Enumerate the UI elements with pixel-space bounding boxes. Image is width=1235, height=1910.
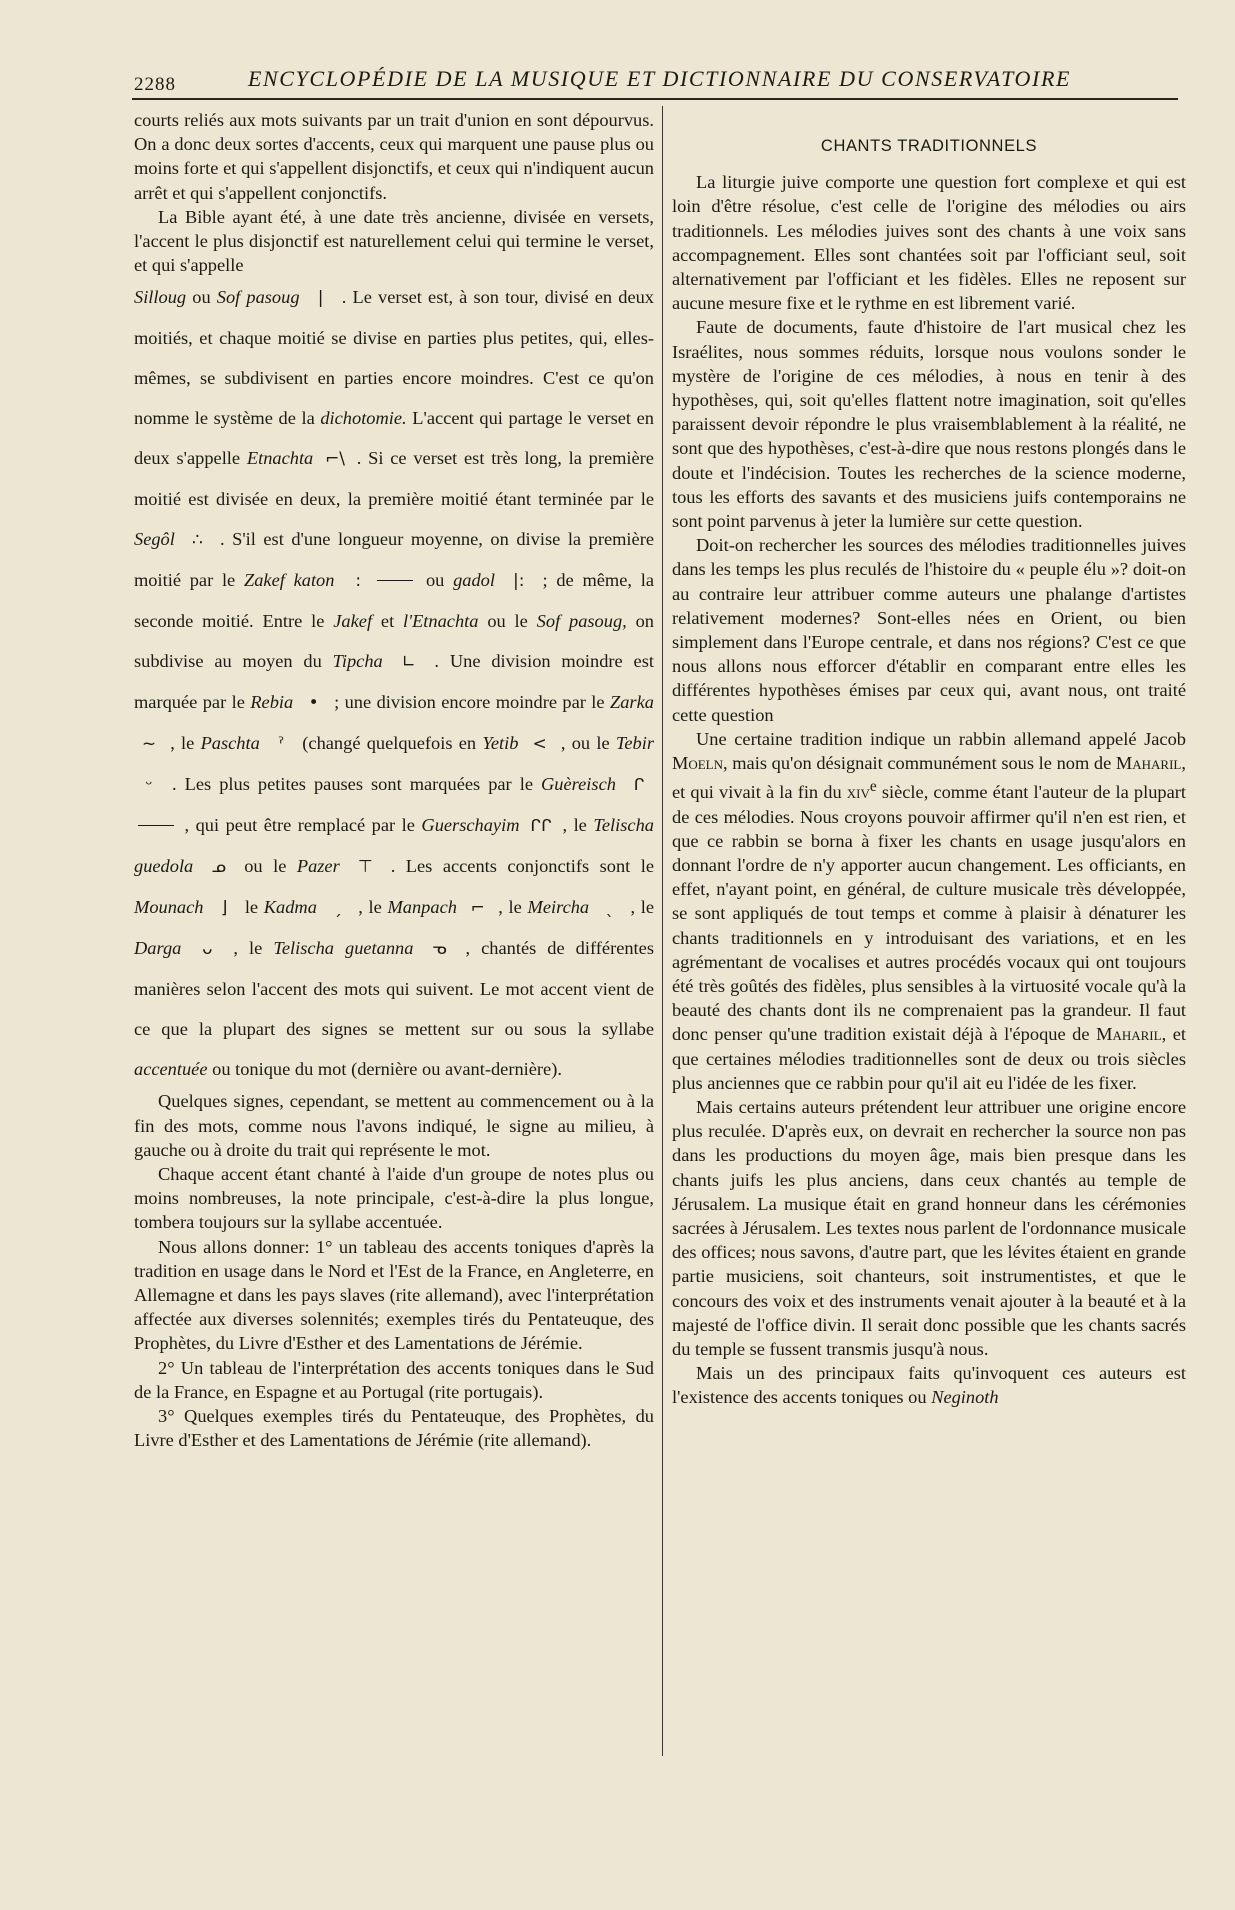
segol-sign: ∴ bbox=[191, 530, 203, 551]
rebia-sign: • bbox=[308, 693, 319, 714]
tebir-sign: ᵕ bbox=[145, 775, 153, 796]
century-suffix: e bbox=[869, 778, 877, 796]
running-title: ENCYCLOPÉDIE DE LA MUSIQUE ET DICTIONNAIRE DU CONSERVATOIRE bbox=[248, 66, 1072, 91]
accent-name-kadma: Kadma bbox=[263, 897, 317, 918]
column-divider bbox=[662, 106, 663, 1756]
term-accentuee: accentuée bbox=[134, 1059, 208, 1080]
guereisch-sign: ᒋ bbox=[633, 775, 645, 796]
left-paragraph-6: Nous allons donner: 1° un tableau des accents toniques d'après la tradition en usage dans le Nord et l'Est de la France, en Angleterre, en Allemagne et dans les pays slaves (rite allemand), avec l'interprétation affectée aux diverses solennités; exemples tirés du Pentateuque, des Prophètes, du Livre d'Esther et des Lamentations de Jérémie. bbox=[134, 1236, 654, 1354]
accent-name-tipcha: Tipcha bbox=[332, 651, 383, 672]
accent-name-guereisch: Guèreisch bbox=[541, 774, 616, 795]
pazer-sign: ⊤ bbox=[357, 857, 373, 878]
left-paragraph-7: 2° Un tableau de l'interprétation des accents toniques dans le Sud de la France, en Espagne et au Portugal (rite portugais). bbox=[134, 1357, 654, 1402]
accent-name-jakef: Jakef bbox=[333, 611, 373, 632]
left-paragraph-4: Quelques signes, cependant, se mettent au commencement ou à la fin des mots, comme nous l'avons indiqué, le signe au milieu, à gauche ou à droite du trait qui représente le mot. bbox=[134, 1091, 654, 1160]
guerschayim-sign: ᒋᒋ bbox=[530, 816, 552, 837]
etnachta-sign: ⌐\ bbox=[325, 449, 346, 470]
telischa-guetanna-sign: ᓀ bbox=[432, 939, 447, 960]
accent-name-sof-pasoug-2: Sof pasoug, bbox=[536, 611, 627, 632]
gadol-sign: |: bbox=[513, 571, 525, 592]
accent-name-mounach: Mounach bbox=[134, 897, 204, 918]
darga-sign: ᴗ bbox=[202, 939, 213, 960]
accent-name-segol: Segôl bbox=[134, 529, 175, 550]
accent-name-meircha: Meircha bbox=[527, 897, 590, 918]
accent-name-zakef-katon: Zakef katon bbox=[243, 570, 335, 591]
name-maharil: Maharil bbox=[1115, 753, 1182, 774]
term-neginoth: Neginoth bbox=[931, 1387, 999, 1408]
accent-name-telischa-guedola: Telischa guedola bbox=[134, 815, 654, 877]
meircha-sign: ˎ bbox=[605, 898, 615, 919]
accent-name-rebia: Rebia bbox=[250, 692, 294, 713]
accent-name-etnachta: Etnachta bbox=[246, 448, 314, 469]
kadma-sign: ˏ bbox=[333, 898, 342, 919]
left-paragraph-accents: Silloug ou Sof pasoug | . Le verset est, à son tour, divisé en deux moitiés, et chaque moitié se divise en parties plus petites, qui, elles-mêmes, se subdivisent en parties encore moindres. C'est ce qu'on nomme le système de la dichotomie. L'accent qui partage le verset en deux s'appelle Etnachta ⌐\ . Si ce verset est très long, la première moitié est divisée en deux, la première moitié étant terminée par le Segôl ∴ . S'il est d'une longueur moyenne, on divise la première moitié par le Zakef katon : ou gadol |: ; de même, la seconde moitié. Entre le Jakef et l'Etnachta ou le Sof pasoug, on subdivise au moyen du Tipcha ∟ . Une division moindre est marquée par le Rebia • ; une division encore moindre par le Zarka ~ , le Paschta ˀ (changé quelquefois en Yetib < , ou le Tebir ᵕ . Les plus petites pauses sont marquées par le Guèreisch ᒋ , qui peut être remplacé par le Guerschayim ᒋᒋ , le Telischa guedola ᓄ ou le Pazer ⊤ . Les accents conjonctifs sont le Mounach ⌋ le Kadma ˏ , le Manpach ⌐ , le Meircha ˎ , le Darga ᴗ , le Telischa guetanna ᓀ , chantés de différentes manières selon l'accent des mots qui suivent. Le mot accent vient de ce que la plupart des signes se mettent sur ou sous la syllabe accentuée ou tonique du mot (dernière ou avant-dernière). bbox=[134, 277, 654, 1089]
word-line bbox=[377, 580, 413, 581]
zarka-sign: ~ bbox=[141, 734, 157, 755]
left-paragraph-2: La Bible ayant été, à une date très ancienne, divisée en versets, l'accent le plus disjonctif est naturellement celui qui termine le verset, et qui s'appelle bbox=[134, 206, 654, 276]
accent-name-paschta: Paschta bbox=[200, 733, 260, 754]
accent-name-yetib: Yetib bbox=[482, 733, 519, 754]
accent-name-etnachta-2: l'Etnachta bbox=[403, 611, 479, 632]
century-numeral: xiv bbox=[846, 782, 870, 803]
tipcha-sign: ∟ bbox=[401, 652, 416, 673]
sof-pasoug-sign: | bbox=[317, 288, 324, 309]
right-column bbox=[672, 108, 1186, 1410]
accent-name-zarka: Zarka bbox=[610, 692, 654, 713]
yetib-sign: < bbox=[532, 734, 547, 755]
left-paragraph-8: 3° Quelques exemples tirés du Pentateuque, des Prophètes, du Livre d'Esther et des Lamentations de Jérémie (rite allemand). bbox=[134, 1406, 654, 1451]
section-title: CHANTS TRADITIONNELS bbox=[820, 137, 1038, 155]
right-paragraph-6: Mais un des principaux faits qu'invoquent ces auteurs est l'existence des accents toniques ou Neginoth bbox=[672, 1363, 1186, 1408]
right-paragraph-4: Une certaine tradition indique un rabbin allemand appelé Jacob Moeln, mais qu'on désignait communément sous le nom de Maharil, et qui vivait à la fin du xiv$^e$ siècle, comme étant l'auteur de la plupart de ces mélodies. Nous croyons pouvoir affirmer qu'il n'en est rien, et que ce rabbin se borna à fixer les chants en usage jusqu'alors en donnant l'ordre de n'y apporter aucun changement. Les officiants, en effet, n'ayant point, en général, de culture musicale très développée, se sont appliqués de tout temps et comme à plaisir à dénaturer les chants traditionnels en y introduisant des variations, et en les agrémentant de vocalises et autres procédés vocaux qui ont toujours été très goûtés des fidèles, plus sensibles à la virtuosité vocale qu'à la beauté des chants dont ils ne comprenaient pas la grandeur. Il faut donc penser qu'une tradition existait déjà à l'époque de Maharil, et que certaines mélodies traditionnelles sont de deux ou trois siècles plus anciennes que ce rabbin pour qu'il ait eu l'idée de les fixer. bbox=[672, 728, 1186, 1093]
left-column bbox=[134, 108, 654, 1452]
term-dichotomie: dichotomie. bbox=[320, 408, 407, 429]
manpach-sign: ⌐ bbox=[470, 898, 485, 919]
accent-name-darga: Darga bbox=[134, 938, 182, 959]
paschta-sign: ˀ bbox=[277, 734, 285, 755]
telischa-guedola-sign: ᓄ bbox=[211, 857, 226, 878]
right-paragraph-3: Doit-on rechercher les sources des mélodies traditionnelles juives dans les temps les plus reculés de l'histoire du « peuple élu »? doit-on au contraire leur attribuer comme auteurs une phalange d'artistes relativement modernes? Sont-elles nées en Orient, ou bien simplement dans l'Europe centrale, et dans nos régions? C'est ce que nous allons nous efforcer d'établir en comparant entre elles les différentes hypothèses émises par ceux qui, avant nous, ont traité cette question bbox=[672, 535, 1186, 725]
accent-name-telischa-guetanna: Telischa guetanna bbox=[273, 938, 414, 959]
accent-name-silloug: Silloug bbox=[134, 287, 187, 308]
page-number: 2288 bbox=[134, 74, 176, 95]
name-moeln: Moeln bbox=[672, 753, 724, 774]
right-paragraph-5: Mais certains auteurs prétendent leur attribuer une origine encore plus reculée. D'après eux, on devrait en rechercher la source non pas dans les productions du moyen âge, mais bien presque dans les chants juifs les plus anciens, dans ceux chantés au temple de Jérusalem. La musique était en grand honneur dans les cérémonies sacrées à Jérusalem. Les textes nous parlent de l'ordonnance musicale des offices; nous savons, d'autre part, que les lévites étaient en grande partie musiciens, soit chanteurs, soit instrumentistes, et que le concours des voix et des instruments venait ajouter à la beauté et à la majesté de l'office divin. Il serait donc possible que les chants sacrés du temple se fussent transmis jusqu'à nous. bbox=[672, 1097, 1186, 1360]
accent-name-tebir: Tebir bbox=[615, 733, 655, 754]
accent-name-gadol: gadol bbox=[453, 570, 495, 591]
word-line bbox=[138, 825, 174, 826]
accent-name-sof-pasoug: Sof pasoug bbox=[216, 287, 300, 308]
accent-name-manpach: Manpach bbox=[387, 897, 457, 918]
left-paragraph-1: courts reliés aux mots suivants par un trait d'union en sont dépourvus. On a donc deux sortes d'accents, ceux qui marquent une pause plus ou moins forte et qui s'appellent disjonctifs, et ceux qui n'indiquent aucun arrêt et qui s'appellent conjonctifs. bbox=[134, 110, 654, 203]
right-paragraph-1: La liturgie juive comporte une question fort complexe et qui est loin d'être résolue, c'est celle de l'origine des mélodies ou airs traditionnels. Les mélodies juives sont des chants à une voix sans accompagnement. Elles sont chantées soit par l'officiant seul, soit alternativement par l'officiant et les fidèles. Elles ne reposent sur aucune mesure fixe et le rythme en est librement varié. bbox=[672, 172, 1186, 314]
page-header bbox=[132, 62, 1178, 100]
right-paragraph-2: Faute de documents, faute d'histoire de l'art musical chez les Israélites, nous sommes réduits, lorsque nous voulons sonder le mystère de l'origine de ces mélodies, à nous en tenir à des hypothèses, qui, soit qu'elles flattent notre imagination, soit qu'elles paraissent devoir répondre le plus vraisemblablement à la réalité, ne sont que des hypothèses, c'est-à-dire que nous restons plongés dans le doute et l'indécision. Toutes les recherches de la science moderne, tous les efforts des savants et des musiciens juifs contemporains ne sont point parvenus à jeter la lumière sur cette question. bbox=[672, 317, 1186, 532]
accent-name-guerschayim: Guerschayim bbox=[421, 815, 520, 836]
name-maharil-2: Maharil bbox=[1096, 1024, 1162, 1045]
left-paragraph-5: Chaque accent étant chanté à l'aide d'un groupe de notes plus ou moins nombreuses, la note principale, c'est-à-dire la plus longue, tombera toujours sur la syllabe accentuée. bbox=[134, 1164, 654, 1233]
accent-name-pazer: Pazer bbox=[296, 856, 340, 877]
zakef-katon-sign: : bbox=[355, 571, 362, 592]
mounach-sign: ⌋ bbox=[220, 898, 228, 919]
